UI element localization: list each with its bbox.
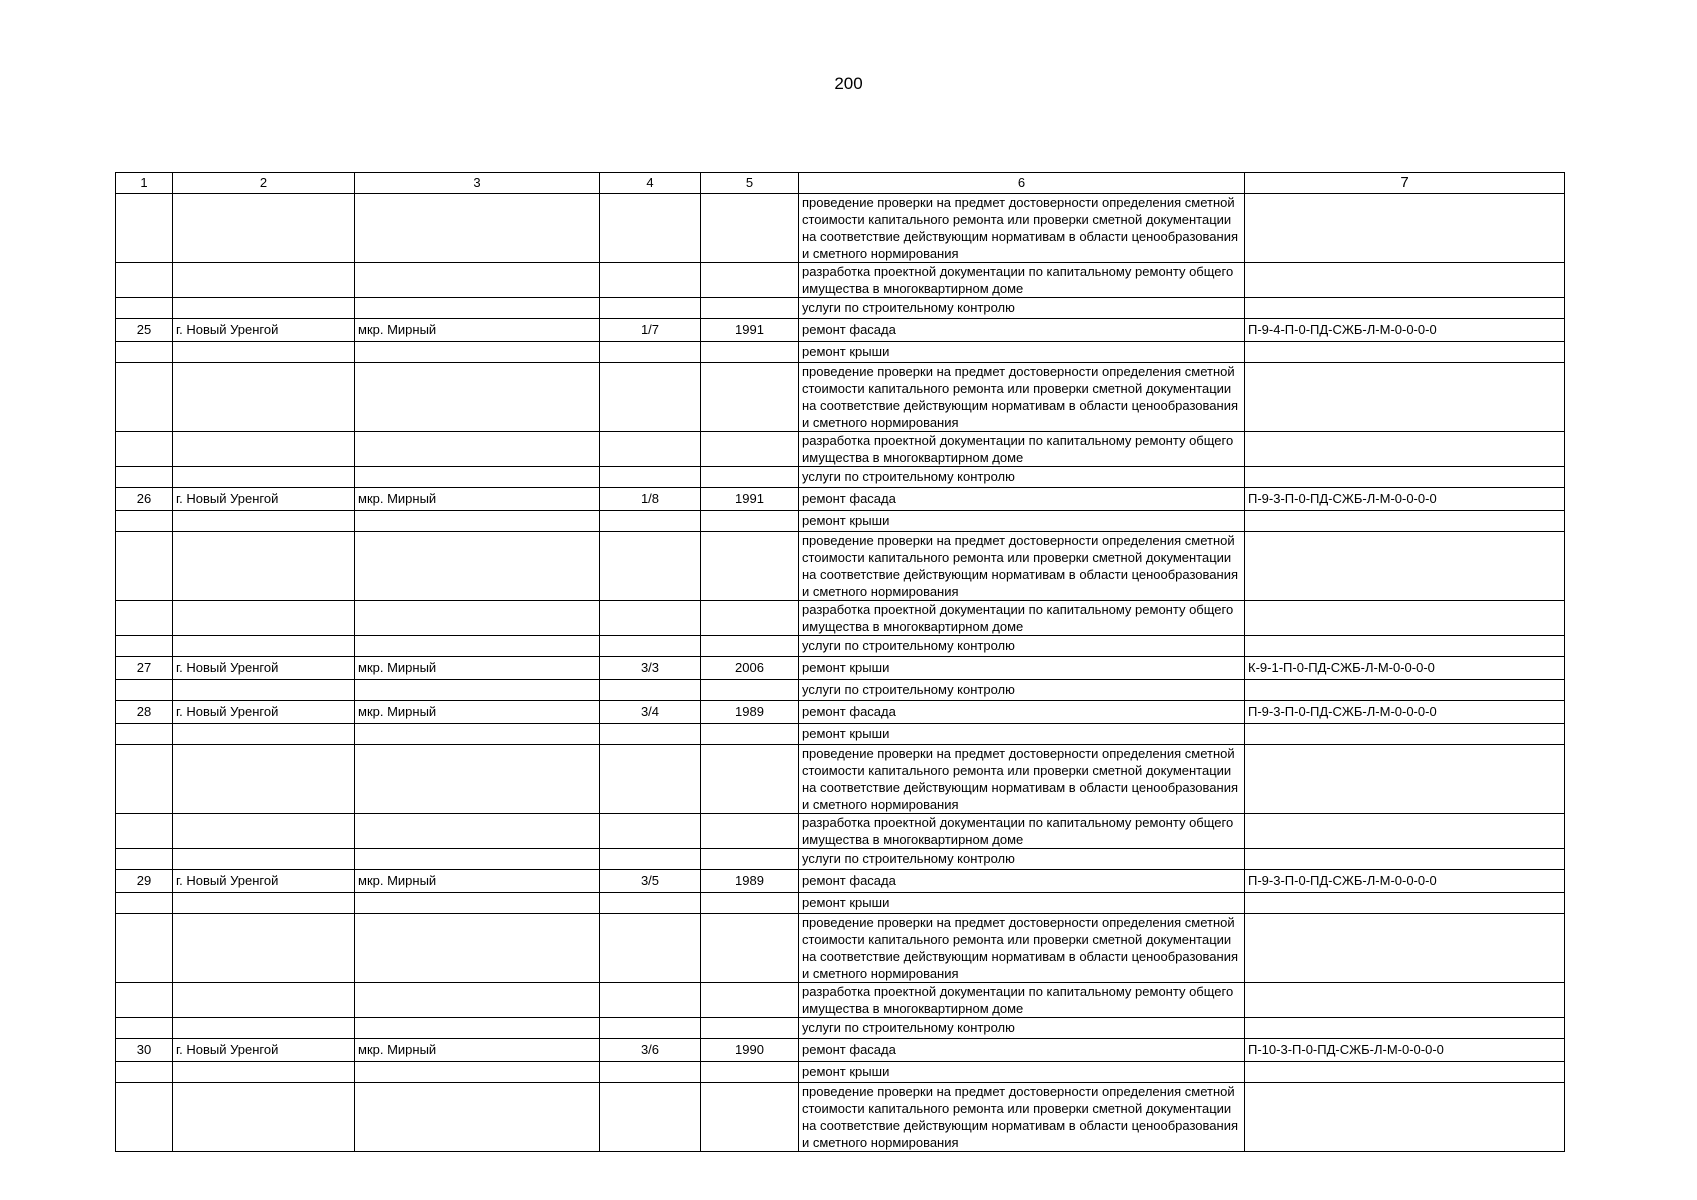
header-cell-6: 6 (799, 173, 1245, 194)
year-cell (701, 893, 799, 914)
house-number-cell (600, 636, 701, 657)
header-cell-1: 1 (116, 173, 173, 194)
header-cell-4: 4 (600, 173, 701, 194)
work-type-cell: проведение проверки на предмет достоверности определения сметной стоимости капитального ремонта или проверки сметной документации на соответствие действующим нормативам в области ценообразования и сметного нормирования (799, 914, 1245, 983)
house-number-cell (600, 1083, 701, 1152)
city-cell (173, 1062, 355, 1083)
year-cell (701, 298, 799, 319)
row-number-cell (116, 467, 173, 488)
row-number-cell: 26 (116, 488, 173, 511)
house-code-cell (1245, 194, 1565, 263)
district-cell (355, 601, 600, 636)
house-number-cell (600, 814, 701, 849)
year-cell: 1989 (701, 701, 799, 724)
house-number-cell (600, 532, 701, 601)
table-row (116, 1018, 1565, 1039)
house-number-cell (600, 511, 701, 532)
year-cell (701, 432, 799, 467)
table-row (116, 194, 1565, 263)
row-number-cell (116, 363, 173, 432)
house-number-cell: 3/6 (600, 1039, 701, 1062)
house-code-cell (1245, 532, 1565, 601)
header-cell-5: 5 (701, 173, 799, 194)
district-cell (355, 363, 600, 432)
city-cell (173, 680, 355, 701)
house-code-cell (1245, 1083, 1565, 1152)
city-cell (173, 298, 355, 319)
year-cell (701, 636, 799, 657)
city-cell (173, 263, 355, 298)
city-cell: г. Новый Уренгой (173, 657, 355, 680)
city-cell (173, 724, 355, 745)
table-row (116, 342, 1565, 363)
row-number-cell (116, 680, 173, 701)
table-row (116, 488, 1565, 511)
work-type-cell: услуги по строительному контролю (799, 1018, 1245, 1039)
year-cell (701, 263, 799, 298)
house-number-cell: 3/4 (600, 701, 701, 724)
year-cell (701, 849, 799, 870)
house-code-cell (1245, 1018, 1565, 1039)
district-cell (355, 1018, 600, 1039)
house-number-cell (600, 680, 701, 701)
table-row (116, 319, 1565, 342)
city-cell (173, 914, 355, 983)
table-row (116, 532, 1565, 601)
house-code-cell (1245, 432, 1565, 467)
district-cell (355, 342, 600, 363)
house-number-cell (600, 298, 701, 319)
city-cell (173, 511, 355, 532)
district-cell (355, 511, 600, 532)
house-code-cell: П-9-3-П-0-ПД-СЖБ-Л-М-0-0-0-0 (1245, 870, 1565, 893)
city-cell: г. Новый Уренгой (173, 870, 355, 893)
row-number-cell: 30 (116, 1039, 173, 1062)
work-type-cell: разработка проектной документации по капитальному ремонту общего имущества в многоквартирном доме (799, 983, 1245, 1018)
work-type-cell: ремонт крыши (799, 1062, 1245, 1083)
house-code-cell: К-9-1-П-0-ПД-СЖБ-Л-М-0-0-0-0 (1245, 657, 1565, 680)
district-cell: мкр. Мирный (355, 657, 600, 680)
house-number-cell (600, 363, 701, 432)
house-code-cell (1245, 342, 1565, 363)
year-cell (701, 1083, 799, 1152)
row-number-cell: 28 (116, 701, 173, 724)
district-cell (355, 1083, 600, 1152)
house-code-cell (1245, 814, 1565, 849)
city-cell (173, 194, 355, 263)
header-cell-3: 3 (355, 173, 600, 194)
work-type-cell: ремонт крыши (799, 342, 1245, 363)
house-code-cell (1245, 467, 1565, 488)
house-code-cell (1245, 893, 1565, 914)
row-number-cell (116, 983, 173, 1018)
row-number-cell (116, 342, 173, 363)
house-code-cell: П-9-3-П-0-ПД-СЖБ-Л-М-0-0-0-0 (1245, 488, 1565, 511)
district-cell (355, 263, 600, 298)
work-type-cell: услуги по строительному контролю (799, 636, 1245, 657)
district-cell: мкр. Мирный (355, 319, 600, 342)
year-cell (701, 532, 799, 601)
district-cell (355, 467, 600, 488)
work-type-cell: ремонт фасада (799, 870, 1245, 893)
row-number-cell (116, 1083, 173, 1152)
house-code-cell (1245, 849, 1565, 870)
city-cell: г. Новый Уренгой (173, 1039, 355, 1062)
city-cell (173, 849, 355, 870)
row-number-cell: 25 (116, 319, 173, 342)
house-number-cell (600, 263, 701, 298)
row-number-cell (116, 601, 173, 636)
work-type-cell: разработка проектной документации по капитальному ремонту общего имущества в многоквартирном доме (799, 263, 1245, 298)
district-cell: мкр. Мирный (355, 488, 600, 511)
house-code-cell (1245, 1062, 1565, 1083)
house-number-cell (600, 1018, 701, 1039)
city-cell (173, 1018, 355, 1039)
work-type-cell: ремонт фасада (799, 319, 1245, 342)
city-cell (173, 363, 355, 432)
year-cell: 1991 (701, 488, 799, 511)
house-code-cell: П-9-3-П-0-ПД-СЖБ-Л-М-0-0-0-0 (1245, 701, 1565, 724)
city-cell (173, 342, 355, 363)
row-number-cell (116, 532, 173, 601)
district-cell (355, 849, 600, 870)
work-type-cell: проведение проверки на предмет достоверности определения сметной стоимости капитального ремонта или проверки сметной документации на соответствие действующим нормативам в области ценообразования и сметного нормирования (799, 363, 1245, 432)
table-row (116, 298, 1565, 319)
work-type-cell: ремонт крыши (799, 657, 1245, 680)
year-cell (701, 363, 799, 432)
table-row (116, 745, 1565, 814)
house-code-cell (1245, 263, 1565, 298)
district-cell (355, 893, 600, 914)
table-row (116, 983, 1565, 1018)
row-number-cell (116, 814, 173, 849)
district-cell (355, 532, 600, 601)
row-number-cell (116, 511, 173, 532)
row-number-cell (116, 745, 173, 814)
house-code-cell (1245, 511, 1565, 532)
row-number-cell (116, 194, 173, 263)
district-cell (355, 680, 600, 701)
table-row (116, 511, 1565, 532)
year-cell (701, 194, 799, 263)
work-type-cell: услуги по строительному контролю (799, 680, 1245, 701)
year-cell (701, 724, 799, 745)
row-number-cell (116, 724, 173, 745)
work-type-cell: разработка проектной документации по капитальному ремонту общего имущества в многоквартирном доме (799, 814, 1245, 849)
table-row (116, 914, 1565, 983)
works-table (115, 172, 1565, 1152)
table-row (116, 657, 1565, 680)
district-cell (355, 914, 600, 983)
table-row (116, 724, 1565, 745)
row-number-cell: 29 (116, 870, 173, 893)
work-type-cell: ремонт фасада (799, 488, 1245, 511)
house-code-cell (1245, 983, 1565, 1018)
table-row (116, 601, 1565, 636)
row-number-cell (116, 914, 173, 983)
city-cell: г. Новый Уренгой (173, 488, 355, 511)
header-cell-2: 2 (173, 173, 355, 194)
city-cell (173, 467, 355, 488)
city-cell (173, 636, 355, 657)
work-type-cell: ремонт крыши (799, 511, 1245, 532)
house-code-cell (1245, 298, 1565, 319)
year-cell (701, 814, 799, 849)
year-cell: 1989 (701, 870, 799, 893)
table-row (116, 1083, 1565, 1152)
district-cell: мкр. Мирный (355, 701, 600, 724)
district-cell (355, 983, 600, 1018)
house-code-cell (1245, 680, 1565, 701)
house-number-cell (600, 1062, 701, 1083)
year-cell (701, 983, 799, 1018)
row-number-cell (116, 893, 173, 914)
year-cell (701, 745, 799, 814)
house-code-cell (1245, 745, 1565, 814)
year-cell (701, 467, 799, 488)
table-row (116, 1039, 1565, 1062)
year-cell: 1991 (701, 319, 799, 342)
district-cell (355, 298, 600, 319)
house-number-cell (600, 893, 701, 914)
city-cell (173, 983, 355, 1018)
table-body (116, 194, 1565, 1152)
work-type-cell: услуги по строительному контролю (799, 467, 1245, 488)
year-cell: 2006 (701, 657, 799, 680)
city-cell: г. Новый Уренгой (173, 319, 355, 342)
house-code-cell (1245, 914, 1565, 983)
city-cell (173, 745, 355, 814)
district-cell (355, 724, 600, 745)
header-row (116, 173, 1565, 194)
work-type-cell: проведение проверки на предмет достоверности определения сметной стоимости капитального ремонта или проверки сметной документации на соответствие действующим нормативам в области ценообразования и сметного нормирования (799, 532, 1245, 601)
table-row (116, 814, 1565, 849)
table-row (116, 467, 1565, 488)
house-number-cell: 3/5 (600, 870, 701, 893)
district-cell (355, 636, 600, 657)
house-number-cell (600, 745, 701, 814)
house-code-cell (1245, 636, 1565, 657)
year-cell (701, 680, 799, 701)
district-cell: мкр. Мирный (355, 870, 600, 893)
district-cell: мкр. Мирный (355, 1039, 600, 1062)
city-cell (173, 432, 355, 467)
house-code-cell: П-9-4-П-0-ПД-СЖБ-Л-М-0-0-0-0 (1245, 319, 1565, 342)
city-cell (173, 814, 355, 849)
work-type-cell: ремонт крыши (799, 893, 1245, 914)
house-number-cell (600, 724, 701, 745)
table-row (116, 701, 1565, 724)
year-cell: 1990 (701, 1039, 799, 1062)
page-number: 200 (834, 74, 863, 93)
city-cell (173, 893, 355, 914)
work-type-cell: ремонт фасада (799, 1039, 1245, 1062)
header-cell-7: 7 (1245, 173, 1565, 194)
row-number-cell (116, 1062, 173, 1083)
year-cell (701, 1062, 799, 1083)
work-type-cell: проведение проверки на предмет достоверности определения сметной стоимости капитального ремонта или проверки сметной документации на соответствие действующим нормативам в области ценообразования и сметного нормирования (799, 745, 1245, 814)
work-type-cell: ремонт крыши (799, 724, 1245, 745)
table-row (116, 680, 1565, 701)
table-row (116, 636, 1565, 657)
year-cell (701, 601, 799, 636)
house-number-cell (600, 601, 701, 636)
row-number-cell (116, 263, 173, 298)
house-code-cell (1245, 601, 1565, 636)
district-cell (355, 814, 600, 849)
year-cell (701, 342, 799, 363)
house-number-cell (600, 983, 701, 1018)
table-row (116, 893, 1565, 914)
district-cell (355, 745, 600, 814)
row-number-cell (116, 298, 173, 319)
house-number-cell: 3/3 (600, 657, 701, 680)
house-number-cell (600, 194, 701, 263)
work-type-cell: услуги по строительному контролю (799, 849, 1245, 870)
district-cell (355, 1062, 600, 1083)
table-row (116, 870, 1565, 893)
row-number-cell: 27 (116, 657, 173, 680)
district-cell (355, 432, 600, 467)
work-type-cell: услуги по строительному контролю (799, 298, 1245, 319)
table-row (116, 849, 1565, 870)
house-code-cell (1245, 363, 1565, 432)
house-number-cell: 1/7 (600, 319, 701, 342)
house-number-cell (600, 849, 701, 870)
city-cell (173, 1083, 355, 1152)
table-row (116, 363, 1565, 432)
house-code-cell: П-10-3-П-0-ПД-СЖБ-Л-М-0-0-0-0 (1245, 1039, 1565, 1062)
year-cell (701, 1018, 799, 1039)
table-row (116, 432, 1565, 467)
city-cell (173, 532, 355, 601)
house-number-cell (600, 467, 701, 488)
row-number-cell (116, 636, 173, 657)
table-row (116, 263, 1565, 298)
house-code-cell (1245, 724, 1565, 745)
work-type-cell: проведение проверки на предмет достоверности определения сметной стоимости капитального ремонта или проверки сметной документации на соответствие действующим нормативам в области ценообразования и сметного нормирования (799, 1083, 1245, 1152)
city-cell: г. Новый Уренгой (173, 701, 355, 724)
table-row (116, 1062, 1565, 1083)
year-cell (701, 511, 799, 532)
work-type-cell: разработка проектной документации по капитальному ремонту общего имущества в многоквартирном доме (799, 601, 1245, 636)
row-number-cell (116, 1018, 173, 1039)
house-number-cell (600, 914, 701, 983)
work-type-cell: проведение проверки на предмет достоверности определения сметной стоимости капитального ремонта или проверки сметной документации на соответствие действующим нормативам в области ценообразования и сметного нормирования (799, 194, 1245, 263)
house-number-cell (600, 432, 701, 467)
house-number-cell (600, 342, 701, 363)
district-cell (355, 194, 600, 263)
work-type-cell: ремонт фасада (799, 701, 1245, 724)
city-cell (173, 601, 355, 636)
year-cell (701, 914, 799, 983)
house-number-cell: 1/8 (600, 488, 701, 511)
row-number-cell (116, 849, 173, 870)
row-number-cell (116, 432, 173, 467)
work-type-cell: разработка проектной документации по капитальному ремонту общего имущества в многоквартирном доме (799, 432, 1245, 467)
